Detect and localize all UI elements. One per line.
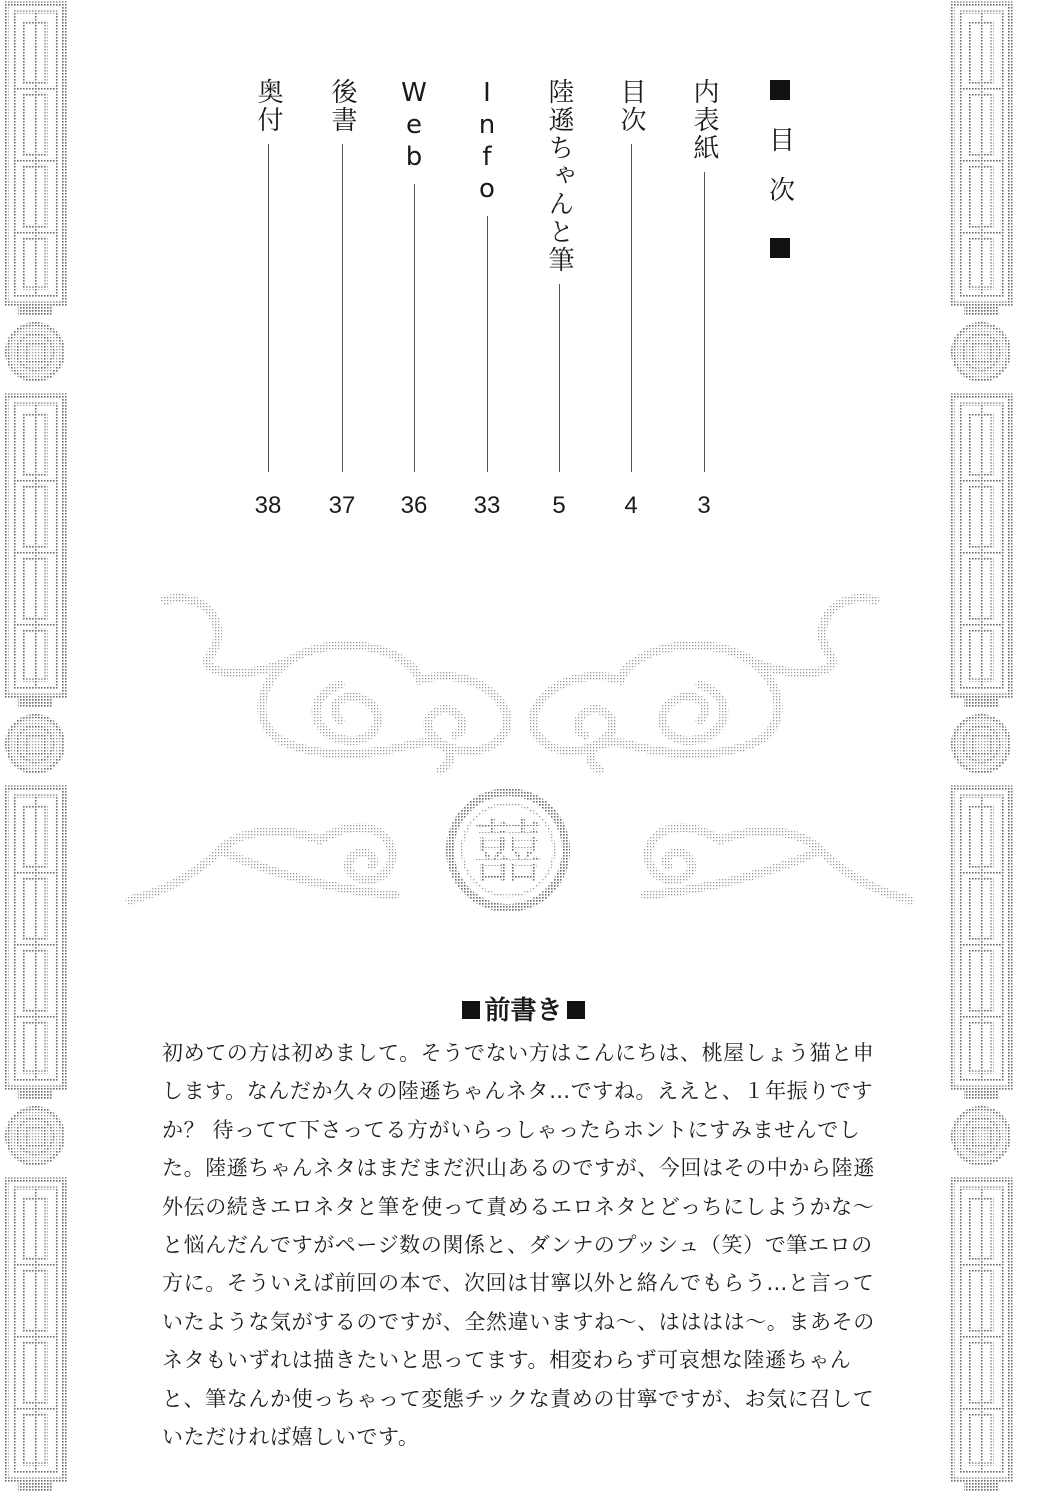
toc-entry[interactable] — [539, 78, 579, 518]
preface-line: 方に。そういえば前回の本で、次回は甘寧以外と絡んでもらう…と言って — [162, 1271, 875, 1296]
toc-entry[interactable] — [322, 78, 362, 518]
toc-entry-page: 4 — [624, 492, 638, 519]
toc-entry-title: 目次 — [616, 78, 646, 134]
toc-leader-line — [631, 144, 632, 472]
preface-body — [162, 1034, 875, 1456]
square-bullet-icon — [567, 1001, 585, 1019]
toc-leader-line — [414, 184, 415, 472]
preface-line: いただければ嬉しいです。 — [162, 1424, 420, 1449]
toc-leader-line — [342, 144, 343, 472]
preface-line: た。陸遜ちゃんネタはまだまだ沢山あるのですが、今回はその中から陸遜 — [162, 1156, 875, 1181]
left-lattice-border — [2, 0, 68, 1500]
toc-entry-page: 38 — [254, 492, 282, 519]
toc-entry-page: 5 — [552, 492, 566, 519]
preface-line: 外伝の続きエロネタと筆を使って責めるエロネタとどっちにしようかな〜 — [162, 1194, 875, 1219]
preface-line: 初めての方は初めまして。そうでない方はこんにちは、桃屋しょう猫と申 — [162, 1041, 875, 1065]
right-lattice-border — [948, 0, 1014, 1500]
toc-entry-page: 33 — [473, 492, 501, 519]
toc-leader-line — [704, 172, 705, 472]
toc-entry[interactable] — [394, 78, 434, 518]
preface-title-label: 前書き — [484, 996, 563, 1026]
square-bullet-icon — [770, 80, 790, 100]
preface-title — [0, 990, 1047, 1027]
table-of-contents — [240, 70, 800, 530]
preface-line: いたような気がするのですが、全然違いますね〜、はははは〜。まあその — [162, 1309, 875, 1334]
toc-entry-page: 37 — [328, 492, 356, 519]
preface-line: と、筆なんか使っちゃって変態チックな責めの甘寧ですが、お気に召して — [162, 1386, 875, 1411]
toc-entry[interactable] — [248, 78, 288, 518]
preface-line: します。なんだか久々の陸遜ちゃんネタ…ですね。ええと、１年振りです — [162, 1079, 874, 1104]
square-bullet-icon — [462, 1001, 480, 1019]
toc-entry-page: 3 — [697, 492, 711, 519]
toc-entry-title: 後書 — [327, 78, 357, 134]
toc-heading — [760, 80, 800, 258]
toc-entry[interactable] — [467, 78, 507, 518]
preface-line: ネタもいずれは描きたいと思ってます。相変わらず可哀想な陸遜ちゃん — [162, 1348, 852, 1373]
double-happiness-emblem — [450, 792, 566, 908]
toc-entry-title: 内表紙 — [689, 78, 719, 162]
toc-entry-title: 奥付 — [253, 78, 283, 134]
toc-entry[interactable] — [684, 78, 724, 518]
toc-leader-line — [487, 216, 488, 472]
toc-entry-title: Info — [472, 78, 502, 206]
emblem-glyph: 囍 — [473, 811, 543, 893]
toc-entry[interactable] — [611, 78, 651, 518]
toc-entry-title: Web — [399, 78, 429, 174]
toc-entry-page: 36 — [400, 492, 428, 519]
preface-line: か？ 待ってて下さってる方がいらっしゃったらホントにすみませんでし — [162, 1117, 861, 1142]
preface-line: と悩んだんですがページ数の関係と、ダンナのプッシュ（笑）で筆エロの — [162, 1232, 873, 1257]
toc-entry-title: 陸遜ちゃんと筆 — [544, 78, 574, 274]
toc-heading-label: 目次 — [764, 126, 795, 226]
cloud-ornament — [110, 570, 930, 930]
toc-leader-line — [559, 284, 560, 472]
toc-leader-line — [268, 144, 269, 472]
square-bullet-icon — [770, 238, 790, 258]
